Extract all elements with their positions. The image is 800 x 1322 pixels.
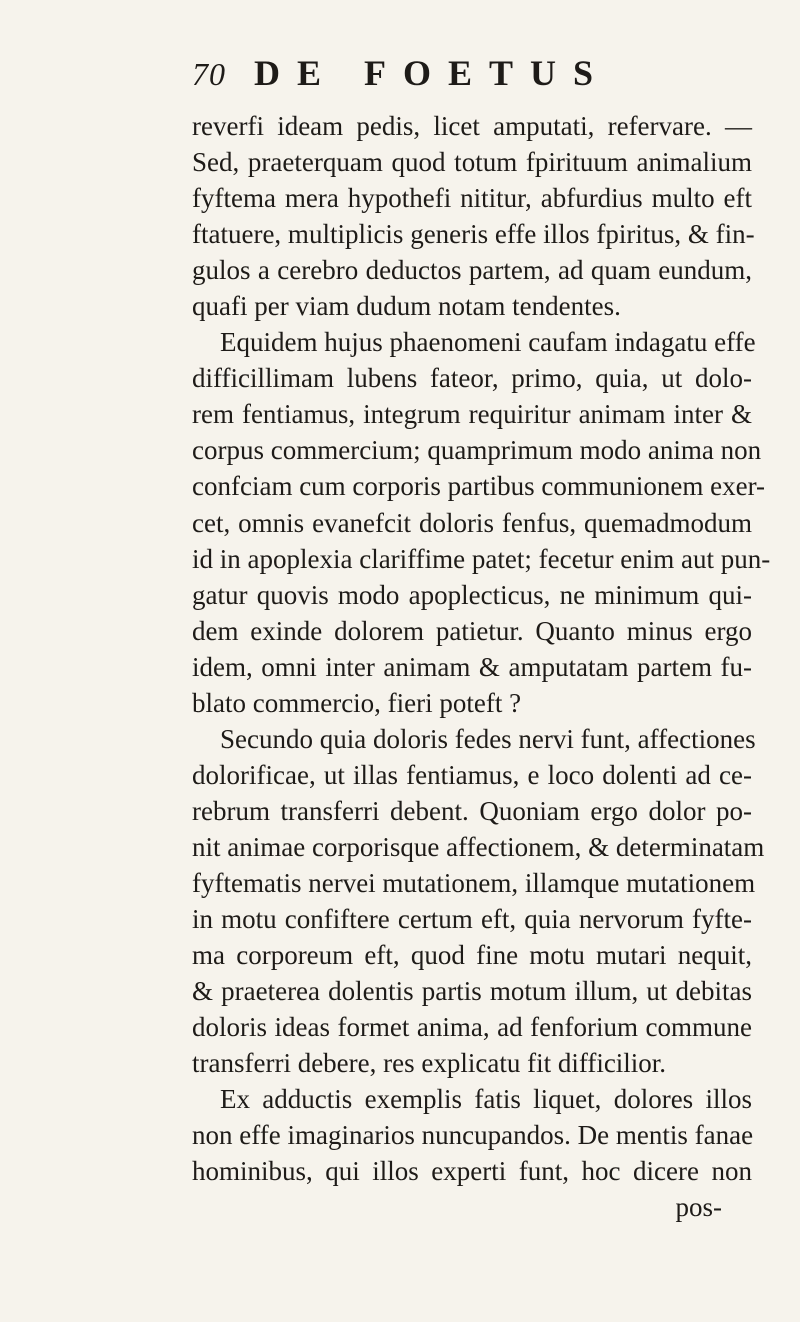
catchword: pos-	[675, 1192, 722, 1223]
text-line: doloris ideas formet anima, ad fenforium commune	[192, 1012, 752, 1043]
text-line: nit animae corporisque affectionem, & determinatam	[192, 831, 765, 862]
text-line: cet, omnis evanefcit doloris fenfus, quemadmodum	[192, 507, 752, 538]
text-line: transferri debere, res explicatu fit difficilior.	[192, 1048, 667, 1079]
text-line: ma corporeum eft, quod fine motu mutari nequit,	[192, 940, 752, 971]
text-line: confciam cum corporis partibus communionem exer-	[192, 471, 766, 502]
page-header	[192, 52, 752, 98]
text-line: gatur quovis modo apoplecticus, ne minimum qui-	[192, 579, 752, 610]
text-line: fyftematis nervei mutationem, illamque mutationem	[192, 867, 756, 898]
running-title: DE FOETUS	[254, 53, 611, 93]
text-line: reverfi ideam pedis, licet amputati, refervare. —	[192, 111, 752, 141]
text-line: Equidem hujus phaenomeni caufam indagatu effe	[220, 327, 756, 358]
text-line: Ex adductis exemplis fatis liquet, dolores illos	[220, 1084, 752, 1115]
text-line: rebrum transferri debent. Quoniam ergo dolor po-	[192, 795, 752, 826]
text-line: idem, omni inter animam & amputatam partem fu-	[192, 651, 752, 682]
text-line: non effe imaginarios nuncupandos. De mentis fanae	[192, 1120, 754, 1151]
text-line: id in apoplexia clariffime patet; fecetur enim aut pun-	[192, 543, 771, 574]
page-number: 70	[192, 56, 226, 92]
text-line: & praeterea dolentis partis motum illum, ut debitas	[192, 976, 752, 1007]
text-line: difficillimam lubens fateor, primo, quia, ut dolo-	[192, 363, 752, 394]
text-line: Sed, praeterquam quod totum fpirituum animalium	[192, 147, 752, 178]
text-line: hominibus, qui illos experti funt, hoc dicere non	[192, 1156, 752, 1187]
text-line: gulos a cerebro deductos partem, ad quam eundum,	[192, 255, 752, 286]
text-line: blato commercio, fieri poteft ?	[192, 687, 522, 718]
text-line: rem fentiamus, integrum requiritur animam inter &	[192, 399, 752, 430]
text-line: corpus commercium; quamprimum modo anima non	[192, 435, 762, 466]
text-line: Secundo quia doloris fedes nervi funt, affectiones	[220, 723, 756, 754]
text-line: quafi per viam dudum notam tendentes.	[192, 291, 621, 322]
text-line: ftatuere, multiplicis generis effe illos fpiritus, & fin-	[192, 219, 755, 250]
text-line: dem exinde dolorem patietur. Quanto minus ergo	[192, 615, 752, 646]
body-text	[192, 108, 771, 1225]
text-line: dolorificae, ut illas fentiamus, e loco dolenti ad ce-	[192, 759, 752, 790]
text-line: in motu confiftere certum eft, quia nervorum fyfte-	[192, 904, 752, 935]
text-line: fyftema mera hypothefi nititur, abfurdius multo eft	[192, 183, 752, 214]
